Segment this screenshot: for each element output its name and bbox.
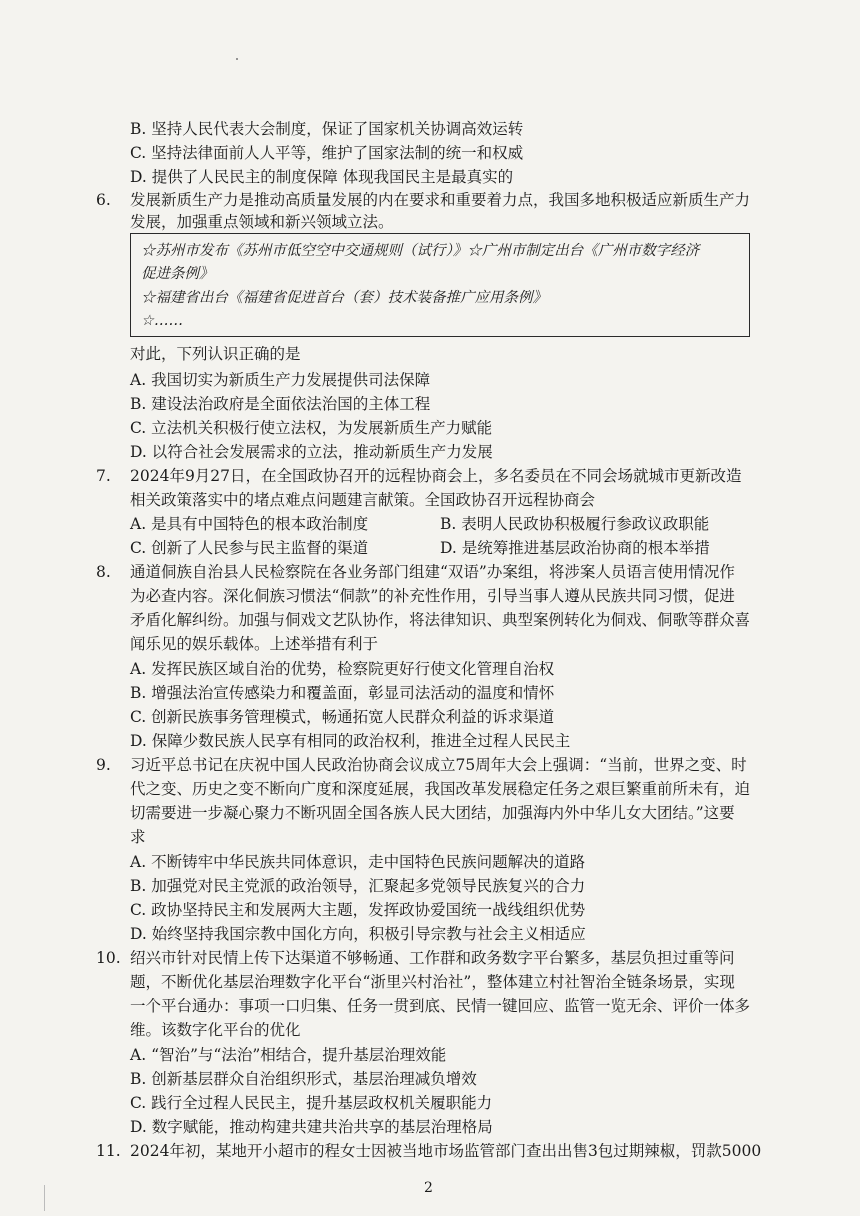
q8-stem-4: 闻乐见的娱乐载体。上述举措有利于 — [130, 635, 379, 653]
q7-option-b: B. 表明人民政协积极履行参政议政职能 — [440, 515, 710, 533]
q9-option-c: C. 政协坚持民主和发展两大主题，发挥政协爱国统一战线组织优势 — [130, 901, 586, 919]
q9-stem-2: 代之变、历史之变不断向广度和深度延展，我国改革发展稳定任务之艰巨繁重前所未有，迫 — [130, 780, 751, 798]
q10-stem-1: 绍兴市针对民情上传下达渠道不够畅通、工作群和政务数字平台繁多，基层负担过重等问 — [130, 949, 735, 967]
q6-stem-2: 发展，加强重点领域和新兴领域立法。 — [130, 213, 394, 231]
q9-number: 9. — [96, 756, 111, 774]
q9-option-d: D. 始终坚持我国宗教中国化方向，积极引导宗教与社会主义相适应 — [130, 925, 586, 943]
q10-option-d: D. 数字赋能，推动构建共建共治共享的基层治理格局 — [130, 1118, 493, 1136]
q6-option-a: A. 我国切实为新质生产力发展提供司法保障 — [130, 371, 431, 389]
q8-stem-1: 通道侗族自治县人民检察院在各业务部门组建“双语”办案组，将涉案人员语言使用情况作 — [130, 563, 735, 581]
q6-option-c: C. 立法机关积极行使立法权，为发展新质生产力赋能 — [130, 419, 493, 437]
box-line-4: ☆…… — [141, 313, 183, 329]
q10-number: 10. — [96, 949, 121, 967]
q6-stem-1: 发展新质生产力是推动高质量发展的内在要求和重要着力点，我国多地积极适应新质生产力 — [130, 191, 751, 209]
q8-option-a: A. 发挥民族区域自治的优势，检察院更好行使文化管理自治权 — [130, 660, 555, 678]
q10-option-b: B. 创新基层群众自治组织形式，基层治理减负增效 — [130, 1070, 477, 1088]
q6-option-b: B. 建设法治政府是全面依法治国的主体工程 — [130, 395, 431, 413]
q10-stem-4: 维。该数字化平台的优化 — [130, 1021, 301, 1039]
q8-stem-3: 矛盾化解纠纷。加强与侗戏文艺队协作，将法律知识、典型案例转化为侗戏、侗歌等群众喜 — [130, 611, 751, 629]
q9-stem-4: 求 — [130, 828, 146, 846]
q10-option-c: C. 践行全过程人民民主，提升基层政权机关履职能力 — [130, 1094, 493, 1112]
q8-option-c: C. 创新民族事务管理模式，畅通拓宽人民群众利益的诉求渠道 — [130, 708, 555, 726]
q7-option-d: D. 是统筹推进基层政治协商的根本举措 — [440, 539, 710, 557]
q11-stem-1: 2024年初，某地开小超市的程女士因被当地市场监管部门查出出售3包过期辣椒，罚款5000 — [130, 1142, 762, 1160]
q9-option-a: A. 不断铸牢中华民族共同体意识，走中国特色民族问题解决的道路 — [130, 853, 586, 871]
q9-stem-1: 习近平总书记在庆祝中国人民政治协商会议成立75周年大会上强调：“当前，世界之变、时 — [130, 756, 747, 774]
scan-edge-mark — [44, 1185, 45, 1211]
box-line-1: ☆苏州市发布《苏州市低空空中交通规则（试行）》☆广州市制定出台《广州市数字经济 — [141, 243, 700, 259]
q7-stem-1: 2024年9月27日，在全国政协召开的远程协商会上，多名委员在不同会场就城市更新改造 — [130, 467, 742, 485]
q8-option-d: D. 保障少数民族人民享有相同的政治权利，推进全过程人民民主 — [130, 732, 571, 750]
q7-option-c: C. 创新了人民参与民主监督的渠道 — [130, 539, 369, 557]
box-line-2: 促进条例》 — [141, 266, 214, 282]
q5-option-b: B. 坚持人民代表大会制度，保证了国家机关协调高效运转 — [130, 120, 524, 138]
q8-stem-2: 为必查内容。深化侗族习惯法“侗款”的补充性作用，引导当事人遵从民族共同习惯，促进 — [130, 587, 735, 605]
q7-option-a: A. 是具有中国特色的根本政治制度 — [130, 515, 369, 533]
q10-stem-2: 题，不断优化基层治理数字化平台“浙里兴村治社”，整体建立村社智治全链条场景，实现 — [130, 973, 735, 991]
q5-option-d: D. 提供了人民民主的制度保障 体现我国民主是最真实的 — [130, 168, 514, 186]
q9-stem-3: 切需要进一步凝心聚力不断巩固全国各族人民大团结，加强海内外中华儿女大团结。”这要 — [130, 804, 735, 822]
q6-material-box — [130, 233, 750, 337]
q10-option-a: A. “智治”与“法治”相结合，提升基层治理效能 — [130, 1046, 447, 1064]
q6-option-d: D. 以符合社会发展需求的立法，推动新质生产力发展 — [130, 443, 493, 461]
page-number: 2 — [424, 1180, 433, 1196]
q6-question: 对此，下列认识正确的是 — [130, 345, 301, 363]
box-line-3: ☆福建省出台《福建省促进首台（套）技术装备推广应用条例》 — [141, 290, 547, 306]
scan-speck — [236, 58, 238, 60]
q8-option-b: B. 增强法治宣传感染力和覆盖面，彰显司法活动的温度和情怀 — [130, 684, 555, 702]
q9-option-b: B. 加强党对民主党派的政治领导，汇聚起多党领导民族复兴的合力 — [130, 877, 586, 895]
q10-stem-3: 一个平台通办：事项一口归集、任务一贯到底、民情一键回应、监管一览无余、评价一体多 — [130, 997, 751, 1015]
q8-number: 8. — [96, 563, 111, 581]
q7-stem-2: 相关政策落实中的堵点难点问题建言献策。全国政协召开远程协商会 — [130, 491, 596, 509]
q5-option-c: C. 坚持法律面前人人平等，维护了国家法制的统一和权威 — [130, 144, 524, 162]
q11-number: 11. — [96, 1142, 121, 1160]
q6-number: 6. — [96, 191, 111, 209]
q7-number: 7. — [96, 467, 111, 485]
